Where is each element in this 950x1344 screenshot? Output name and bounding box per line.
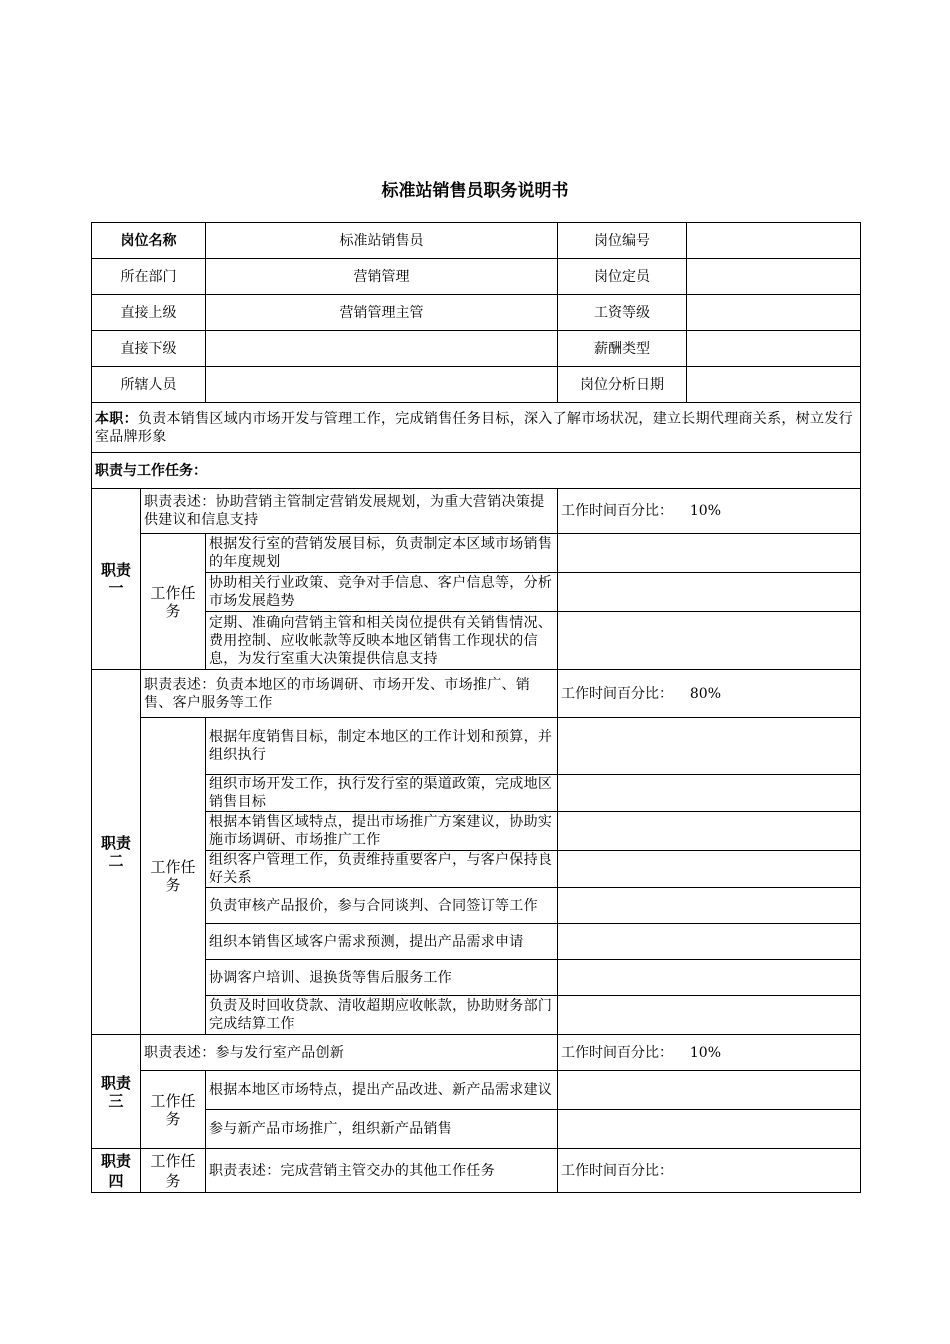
duty-2-task-7-extra <box>558 960 861 996</box>
analysis-date-value <box>687 367 861 403</box>
duty-1-task-2-extra <box>558 573 861 612</box>
duty-3-task-1: 根据本地区市场特点，提出产品改进、新产品需求建议 <box>206 1071 558 1110</box>
position-name-value: 标准站销售员 <box>206 223 558 259</box>
duty-2-description-row <box>92 670 861 718</box>
duty-2-time-value: 80% <box>689 685 721 702</box>
duty-1-time-label: 工作时间百分比： <box>561 503 673 519</box>
duty-2-task-label: 工作任务 <box>141 718 206 1035</box>
duty-4-label: 职责四 <box>92 1149 141 1193</box>
duty-1-description: 职责表述：协助营销主管制定营销发展规划，为重大营销决策提供建议和信息支持 <box>141 489 558 534</box>
duty-1-time-value: 10% <box>689 503 721 519</box>
duty-2-task-6-extra <box>558 924 861 960</box>
headcount-label: 岗位定员 <box>558 259 687 295</box>
duty-4-task-label: 工作任务 <box>141 1149 206 1193</box>
duty-1-task-2: 协助相关行业政策、竞争对手信息、客户信息等，分析市场发展趋势 <box>206 573 558 612</box>
duty-2-task-4-extra <box>558 851 861 888</box>
duty-2-task-5-extra <box>558 888 861 924</box>
subordinate-label: 直接下级 <box>92 331 206 367</box>
duty-1-task-3: 定期、准确向营销主管和相关岗位提供有关销售情况、费用控制、应收帐款等反映本地区销售工作现状的信息，为发行室重大决策提供信息支持 <box>206 612 558 670</box>
duty-2-task-8-extra <box>558 996 861 1035</box>
duty-3-time <box>558 1035 861 1071</box>
table-row <box>92 1110 861 1149</box>
job-description-table <box>91 222 861 1193</box>
duty-3-description: 职责表述：参与发行室产品创新 <box>141 1035 558 1071</box>
duty-2-time <box>558 670 861 718</box>
supervisor-label: 直接上级 <box>92 295 206 331</box>
table-row <box>92 534 861 573</box>
duty-2-task-6: 组织本销售区域客户需求预测，提出产品需求申请 <box>206 924 558 960</box>
pay-type-value <box>687 331 861 367</box>
duty-3-task-label: 工作任务 <box>141 1071 206 1149</box>
duty-3-time-value: 10% <box>689 1044 721 1061</box>
row-staff <box>92 367 861 403</box>
duty-2-task-8: 负责及时回收贷款、清收超期应收帐款，协助财务部门完成结算工作 <box>206 996 558 1035</box>
row-department <box>92 259 861 295</box>
duty-3-description-row <box>92 1035 861 1071</box>
duty-3-task-2-extra <box>558 1110 861 1149</box>
duty-3-time-label: 工作时间百分比： <box>561 1044 673 1061</box>
summary-text: 负责本销售区域内市场开发与管理工作，完成销售任务目标，深入了解市场状况，建立长期代理商关系，树立发行室品牌形象 <box>95 410 853 445</box>
duty-1-task-1: 根据发行室的营销发展目标，负责制定本区域市场销售的年度规划 <box>206 534 558 573</box>
position-code-value <box>687 223 861 259</box>
duty-1-task-3-extra <box>558 612 861 670</box>
table-row <box>92 888 861 924</box>
duty-2-task-2-extra <box>558 775 861 812</box>
staff-value <box>206 367 558 403</box>
duty-1-description-row <box>92 489 861 534</box>
table-row <box>92 718 861 775</box>
department-value: 营销管理 <box>206 259 558 295</box>
table-row <box>92 573 861 612</box>
table-row <box>92 812 861 851</box>
analysis-date-label: 岗位分析日期 <box>558 367 687 403</box>
duty-2-time-label: 工作时间百分比： <box>561 685 673 702</box>
summary-label: 本职： <box>95 410 138 427</box>
table-row <box>92 775 861 812</box>
duty-2-task-7: 协调客户培训、退换货等售后服务工作 <box>206 960 558 996</box>
duty-3-task-2: 参与新产品市场推广，组织新产品销售 <box>206 1110 558 1149</box>
duty-1-task-label: 工作任务 <box>141 534 206 670</box>
duty-2-description: 职责表述：负责本地区的市场调研、市场开发、市场推广、销售、客户服务等工作 <box>141 670 558 718</box>
row-duties-heading <box>92 453 861 489</box>
duty-4-description: 职责表述：完成营销主管交办的其他工作任务 <box>206 1149 558 1193</box>
duty-2-task-5: 负责审核产品报价，参与合同谈判、合同签订等工作 <box>206 888 558 924</box>
department-label: 所在部门 <box>92 259 206 295</box>
row-position-name <box>92 223 861 259</box>
position-name-label: 岗位名称 <box>92 223 206 259</box>
duty-3-label: 职责三 <box>92 1035 141 1149</box>
duty-2-task-3-extra <box>558 812 861 851</box>
duty-4-time <box>558 1149 861 1193</box>
duty-1-label: 职责一 <box>92 489 141 670</box>
table-row <box>92 1071 861 1110</box>
page-title: 标准站销售员职务说明书 <box>381 181 569 201</box>
table-row <box>92 924 861 960</box>
supervisor-value: 营销管理主管 <box>206 295 558 331</box>
table-row <box>92 851 861 888</box>
table-row <box>92 960 861 996</box>
duty-4-time-label: 工作时间百分比： <box>561 1162 673 1179</box>
subordinate-value <box>206 331 558 367</box>
table-row <box>92 996 861 1035</box>
headcount-value <box>687 259 861 295</box>
duty-2-task-2: 组织市场开发工作，执行发行室的渠道政策，完成地区销售目标 <box>206 775 558 812</box>
row-supervisor <box>92 295 861 331</box>
duty-2-task-3: 根据本销售区域特点，提出市场推广方案建议，协助实施市场调研、市场推广工作 <box>206 812 558 851</box>
duty-2-task-4: 组织客户管理工作，负责维持重要客户，与客户保持良好关系 <box>206 851 558 888</box>
row-summary <box>92 403 861 453</box>
table-row <box>92 612 861 670</box>
summary-cell <box>92 403 861 453</box>
duty-2-task-1-extra <box>558 718 861 775</box>
duty-3-task-1-extra <box>558 1071 861 1110</box>
salary-grade-label: 工资等级 <box>558 295 687 331</box>
duty-4-row <box>92 1149 861 1193</box>
duty-2-task-1: 根据年度销售目标，制定本地区的工作计划和预算，并组织执行 <box>206 718 558 775</box>
duty-1-time <box>558 489 861 534</box>
duty-2-label: 职责二 <box>92 670 141 1035</box>
staff-label: 所辖人员 <box>92 367 206 403</box>
duties-heading: 职责与工作任务： <box>92 453 861 489</box>
pay-type-label: 薪酬类型 <box>558 331 687 367</box>
duty-1-task-1-extra <box>558 534 861 573</box>
position-code-label: 岗位编号 <box>558 223 687 259</box>
salary-grade-value <box>687 295 861 331</box>
row-subordinate <box>92 331 861 367</box>
